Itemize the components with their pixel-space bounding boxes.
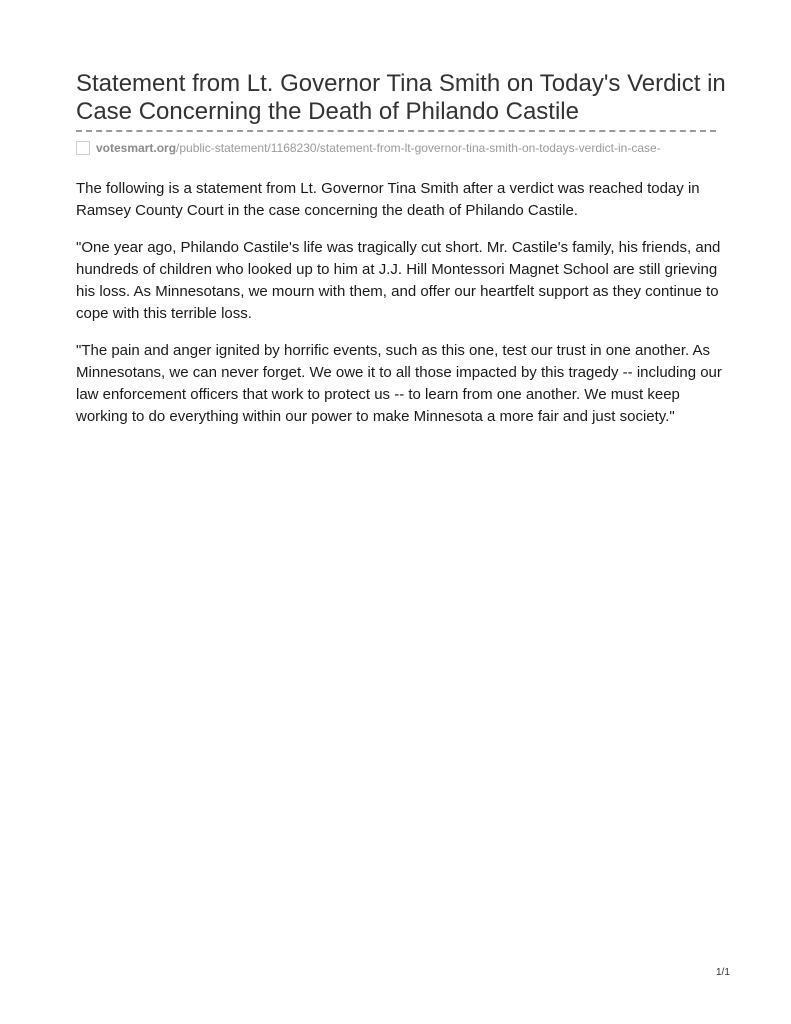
favicon-icon bbox=[76, 141, 90, 155]
paragraph: "The pain and anger ignited by horrific events, such as this one, test our trust in one another. As Minnesotans, we can never forget. We owe it to all those impacted by this tragedy -- including our law enforcement officers that work to protect us -- to learn from one another. We must keep working to do everything within our power to make Minnesota a more fair and just society." bbox=[76, 342, 722, 425]
page-number: 1/1 bbox=[716, 967, 730, 978]
source-path[interactable]: /public-statement/1168230/statement-from-lt-governor-tina-smith-on-todays-verdict-in-case- bbox=[176, 141, 661, 155]
paragraph: The following is a statement from Lt. Governor Tina Smith after a verdict was reached today in Ramsey County Court in the case concerning the death of Philando Castile. bbox=[76, 180, 700, 219]
source-domain[interactable]: votesmart.org bbox=[96, 141, 177, 155]
title-divider bbox=[76, 130, 716, 132]
source-link[interactable] bbox=[76, 139, 716, 157]
page-title: Statement from Lt. Governor Tina Smith on Today's Verdict in Case Concerning the Death of Philando Castile bbox=[76, 70, 726, 125]
paragraph: "One year ago, Philando Castile's life was tragically cut short. Mr. Castile's family, his friends, and hundreds of children who looked up to him at J.J. Hill Montessori Magnet School are still grieving his loss. As Minnesotans, we mourn with them, and offer our heartfelt support as they continue to cope with this terrible loss. bbox=[76, 239, 721, 322]
statement-body bbox=[76, 178, 726, 443]
